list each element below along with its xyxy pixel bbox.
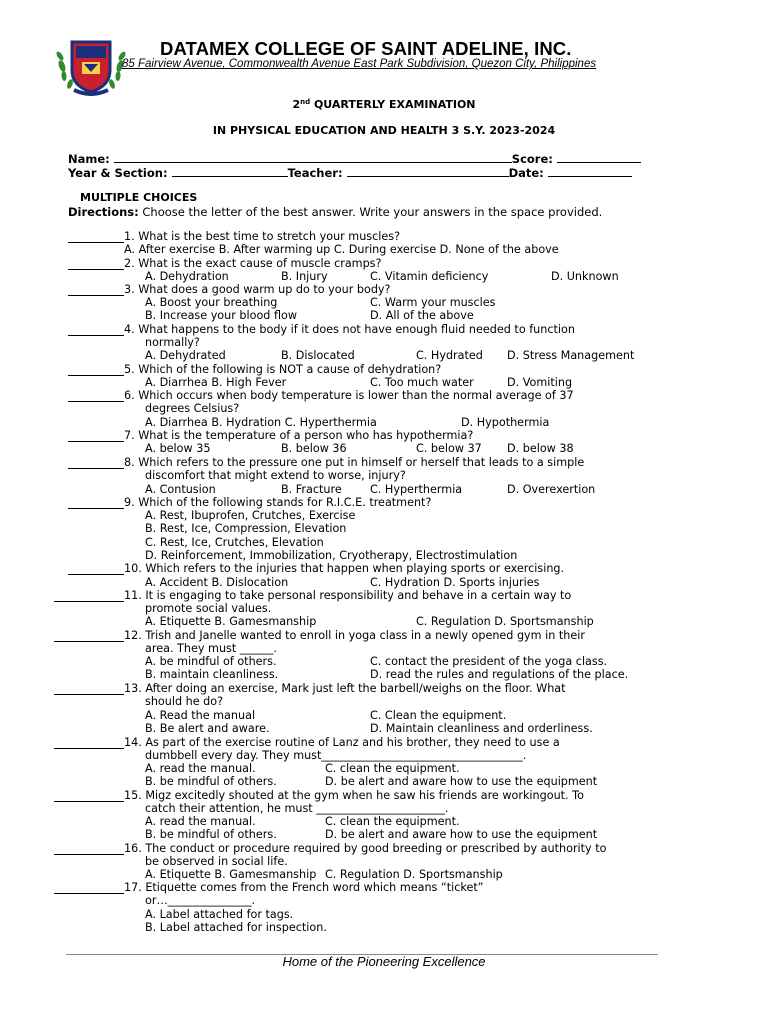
answer-option: A. Read the manual [145, 709, 256, 722]
name-field[interactable] [114, 151, 512, 163]
answer-option: D. read the rules and regulations of the place. [370, 668, 629, 681]
question-text: 2. What is the exact cause of muscle cramps? [124, 257, 382, 270]
answer-blank[interactable] [68, 285, 124, 296]
teacher-field[interactable] [347, 165, 509, 177]
question-line: A. After exercise B. After warming up C. During exercise D. None of the above [124, 243, 559, 256]
question-text: 11. It is engaging to take personal responsibility and behave in a certain way to [124, 589, 572, 602]
answer-option: C. Hydrated [416, 349, 483, 362]
exam-number-suffix: nd [300, 98, 311, 106]
question-text: 1. What is the best time to stretch your muscles? [124, 230, 401, 243]
answer-blank[interactable] [68, 458, 124, 469]
directions [68, 205, 602, 219]
question-text: 10. Which refers to the injuries that happen when playing sports or exercising. [124, 562, 565, 575]
answer-option: B. Increase your blood flow [145, 309, 297, 322]
answer-blank[interactable] [54, 883, 124, 894]
answer-option: A. Contusion [145, 483, 216, 496]
question-text: 16. The conduct or procedure required by good breeding or prescribed by authority to [124, 842, 607, 855]
question-line: B. Label attached for inspection. [145, 921, 327, 934]
answer-option: A. Diarrhea B. Hydration C. Hyperthermia [145, 416, 377, 429]
answer-blank[interactable] [68, 325, 124, 336]
answer-option: D. Maintain cleanliness and orderliness. [370, 722, 593, 735]
exam-subject: IN PHYSICAL EDUCATION AND HEALTH 3 S.Y. 2023-2024 [212, 124, 556, 137]
question-line: A. Label attached for tags. [145, 908, 294, 921]
answer-blank[interactable] [68, 232, 124, 243]
answer-blank[interactable] [54, 591, 124, 602]
answer-option: C. Warm your muscles [370, 296, 496, 309]
question-line: area. They must ______. [145, 642, 277, 655]
question-text: 6. Which occurs when body temperature is lower than the normal average of 37 [124, 389, 574, 402]
question-text: 13. After doing an exercise, Mark just left the barbell/weighs on the floor. What [124, 682, 566, 695]
question-line: be observed in social life. [145, 855, 288, 868]
answer-option: C. Too much water [370, 376, 474, 389]
year-section-label: Year & Section: [68, 166, 168, 180]
section-line [68, 165, 632, 180]
answer-option: D. be alert and aware how to use the equipment [325, 775, 598, 788]
question-text: 9. Which of the following stands for R.I.C.E. treatment? [124, 496, 432, 509]
teacher-label: Teacher: [287, 166, 343, 180]
question-text: 14. As part of the exercise routine of Lanz and his brother, they need to use a [124, 736, 560, 749]
exam-title [0, 98, 768, 111]
question-text: 8. Which refers to the pressure one put in himself or herself that leads to a simple [124, 456, 585, 469]
college-name: DATAMEX COLLEGE OF SAINT ADELINE, INC. [160, 38, 572, 59]
date-field[interactable] [548, 165, 632, 177]
question-line: B. Rest, Ice, Compression, Elevation [145, 522, 347, 535]
score-label: Score: [511, 152, 553, 166]
answer-option: A. below 35 [145, 442, 211, 455]
answer-option: A. Etiquette B. Gamesmanship [145, 615, 317, 628]
question-text: 4. What happens to the body if it does not have enough fluid needed to function [124, 323, 575, 336]
date-label: Date: [508, 166, 544, 180]
question-line: discomfort that might extend to worse, injury? [145, 469, 406, 482]
answer-option: A. Dehydration [145, 270, 229, 283]
answer-option: B. maintain cleanliness. [145, 668, 279, 681]
answer-option: C. Vitamin deficiency [370, 270, 489, 283]
question-line: A. Rest, Ibuprofen, Crutches, Exercise [145, 509, 356, 522]
answer-option: B. Injury [281, 270, 328, 283]
answer-option: B. be mindful of others. [145, 828, 277, 841]
answer-option: C. contact the president of the yoga class. [370, 655, 608, 668]
answer-option: C. clean the equipment. [325, 762, 460, 775]
college-seal-icon [54, 36, 128, 96]
answer-option: A. read the manual. [145, 815, 256, 828]
name-label: Name: [68, 152, 110, 166]
answer-blank[interactable] [54, 684, 124, 695]
answer-option: C. Regulation D. Sportsmanship [416, 615, 594, 628]
answer-option: A. Boost your breathing [145, 296, 278, 309]
answer-option: A. Accident B. Dislocation [145, 576, 289, 589]
question-line: D. Reinforcement, Immobilization, Cryotherapy, Electrostimulation [145, 549, 518, 562]
answer-option: D. All of the above [370, 309, 474, 322]
exam-number: 2 [292, 98, 301, 111]
answer-blank[interactable] [54, 631, 124, 642]
answer-option: C. Regulation D. Sportsmanship [325, 868, 503, 881]
answer-blank[interactable] [68, 498, 124, 509]
directions-label: Directions: [68, 205, 139, 219]
name-line [68, 151, 641, 166]
answer-option: C. Clean the equipment. [370, 709, 507, 722]
answer-option: B. be mindful of others. [145, 775, 277, 788]
answer-option: A. Etiquette B. Gamesmanship [145, 868, 317, 881]
score-field[interactable] [557, 151, 641, 163]
answer-option: D. below 38 [507, 442, 574, 455]
answer-option: D. Stress Management [507, 349, 635, 362]
answer-option: C. Hydration D. Sports injuries [370, 576, 540, 589]
answer-option: B. Fracture [281, 483, 342, 496]
question-line: or…_______________. [145, 894, 256, 907]
college-address: 85 Fairview Avenue, Commonwealth Avenue East Park Subdivision, Quezon City, Philippines [122, 58, 597, 70]
question-line: should he do? [145, 695, 224, 708]
answer-blank[interactable] [68, 431, 124, 442]
answer-blank[interactable] [68, 365, 124, 376]
answer-option: C. Hyperthermia [370, 483, 463, 496]
directions-text: Choose the letter of the best answer. Write your answers in the space provided. [138, 205, 603, 219]
answer-option: D. Vomiting [507, 376, 573, 389]
question-text: 15. Migz excitedly shouted at the gym when he saw his friends are workingout. To [124, 789, 584, 802]
question-text: 5. Which of the following is NOT a cause of dehydration? [124, 363, 442, 376]
answer-option: B. below 36 [281, 442, 347, 455]
question-line: degrees Celsius? [145, 402, 240, 415]
answer-option: A. be mindful of others. [145, 655, 277, 668]
question-text: 17. Etiquette comes from the French word which means “ticket” [124, 881, 484, 894]
answer-blank[interactable] [68, 564, 124, 575]
question-line: promote social values. [145, 602, 272, 615]
answer-option: A. Dehydrated [145, 349, 226, 362]
section-title: MULTIPLE CHOICES [80, 191, 198, 204]
answer-option: D. Unknown [551, 270, 619, 283]
question-line: C. Rest, Ice, Crutches, Elevation [145, 536, 324, 549]
answer-blank[interactable] [54, 738, 124, 749]
question-line: normally? [145, 336, 200, 349]
answer-blank[interactable] [54, 844, 124, 855]
year-section-field[interactable] [172, 165, 288, 177]
question-text: 3. What does a good warm up do to your body? [124, 283, 391, 296]
question-text: 12. Trish and Janelle wanted to enroll in yoga class in a newly opened gym in their [124, 629, 585, 642]
answer-option: D. be alert and aware how to use the equipment [325, 828, 598, 841]
question-line: catch their attention, he must _______________________. [145, 802, 449, 815]
question-text: 7. What is the temperature of a person who has hypothermia? [124, 429, 474, 442]
answer-blank[interactable] [68, 259, 124, 270]
answer-option: C. below 37 [416, 442, 482, 455]
exam-title-rest: QUARTERLY EXAMINATION [310, 98, 476, 111]
answer-blank[interactable] [54, 791, 124, 802]
answer-option: C. clean the equipment. [325, 815, 460, 828]
answer-blank[interactable] [68, 391, 124, 402]
answer-option: A. read the manual. [145, 762, 256, 775]
answer-option: A. Diarrhea B. High Fever [145, 376, 287, 389]
footer-motto: Home of the Pioneering Excellence [282, 954, 486, 969]
question-line: dumbbell every day. They must____________________________________. [145, 749, 527, 762]
answer-option: B. Dislocated [281, 349, 355, 362]
answer-option: B. Be alert and aware. [145, 722, 270, 735]
answer-option: D. Overexertion [507, 483, 596, 496]
answer-option: D. Hypothermia [461, 416, 550, 429]
